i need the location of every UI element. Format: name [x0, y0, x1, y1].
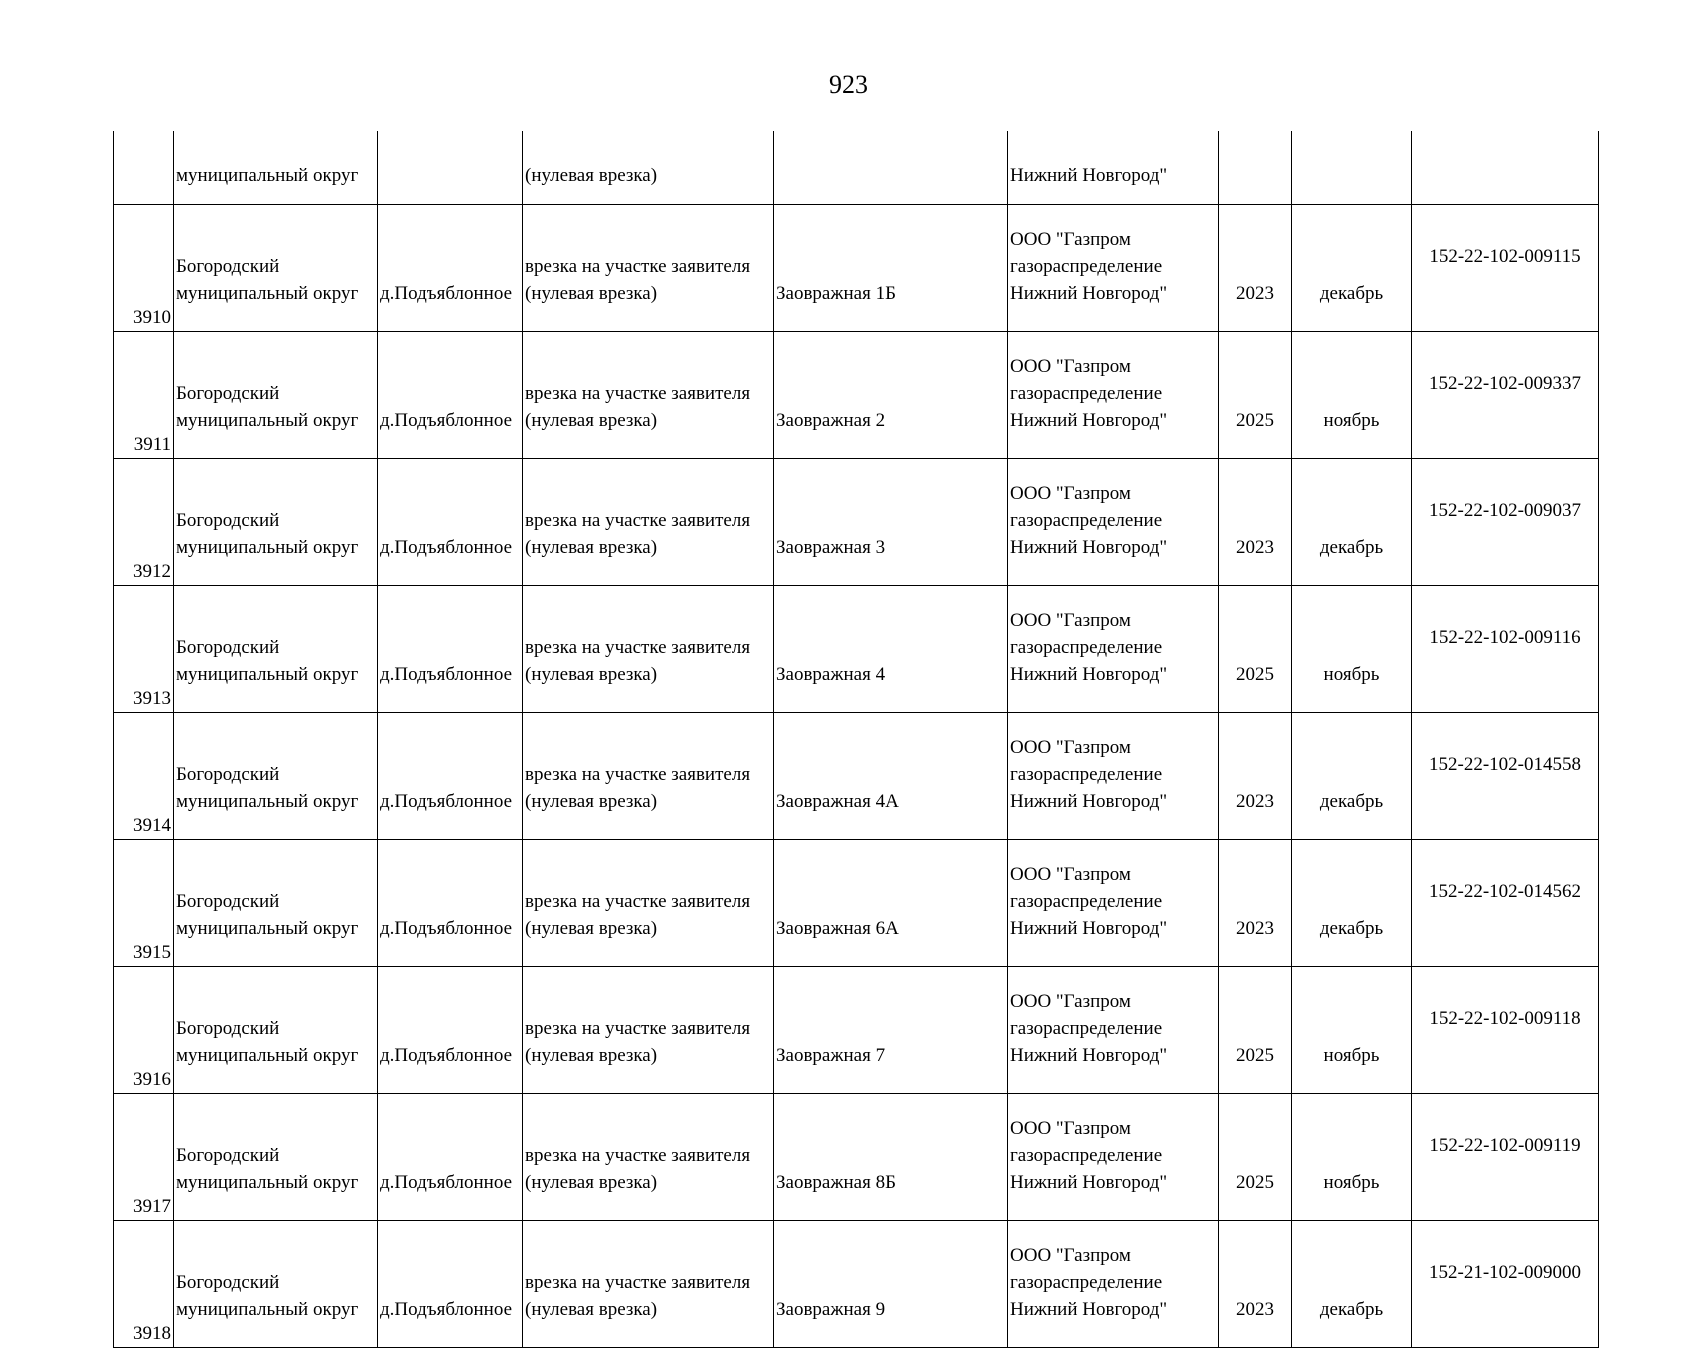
cell-num: 3911	[114, 332, 174, 459]
cell-year: 2025	[1219, 332, 1292, 459]
cell-connection	[523, 967, 774, 1094]
cell-code: 152-22-102-014558	[1412, 713, 1599, 840]
district-line: Богородский	[176, 1018, 280, 1039]
cell-month: декабрь	[1292, 205, 1412, 332]
cell-org	[1008, 586, 1219, 713]
district-line: Богородский	[176, 637, 280, 658]
district-line: Богородский	[176, 383, 280, 404]
cell-settlement: д.Подъяблонное	[378, 840, 523, 967]
cell-num: 3917	[114, 1094, 174, 1221]
cell-month: декабрь	[1292, 1221, 1412, 1348]
table-row	[114, 459, 1599, 586]
cell-district	[174, 459, 378, 586]
district-line: Богородский	[176, 256, 280, 277]
cell-street: Заовражная 9	[774, 1221, 1008, 1348]
table-row	[114, 713, 1599, 840]
table-row	[114, 332, 1599, 459]
cell-settlement: д.Подъяблонное	[378, 1094, 523, 1221]
cell-settlement: д.Подъяблонное	[378, 586, 523, 713]
district-line: Богородский	[176, 891, 280, 912]
cell-street: Заовражная 4А	[774, 713, 1008, 840]
cell-district	[174, 840, 378, 967]
cell-connection	[523, 459, 774, 586]
cell-connection	[523, 332, 774, 459]
connection-line: (нулевая врезка)	[525, 410, 658, 431]
connection-line: (нулевая врезка)	[525, 918, 658, 939]
org-line: ООО "Газпром	[1010, 737, 1131, 758]
cell-year: 2025	[1219, 967, 1292, 1094]
org-line: ООО "Газпром	[1010, 864, 1131, 885]
cell-month: декабрь	[1292, 840, 1412, 967]
connection-line: врезка на участке заявителя	[525, 891, 751, 912]
cell-street: Заовражная 4	[774, 586, 1008, 713]
cell-connection	[523, 1221, 774, 1348]
cell-num: 3912	[114, 459, 174, 586]
cell-code: 152-22-102-009037	[1412, 459, 1599, 586]
cell-org	[1008, 1221, 1219, 1348]
org-line: газораспределение	[1010, 764, 1163, 785]
cell-code: 152-22-102-009119	[1412, 1094, 1599, 1221]
page-number: 923	[829, 70, 868, 99]
org-line: ООО "Газпром	[1010, 1245, 1131, 1266]
cell-street: Заовражная 3	[774, 459, 1008, 586]
cell-street: Заовражная 6А	[774, 840, 1008, 967]
cell-month	[1292, 131, 1412, 205]
cell-num	[114, 131, 174, 205]
cell-settlement: д.Подъяблонное	[378, 332, 523, 459]
cell-month: ноябрь	[1292, 967, 1412, 1094]
connection-line: (нулевая врезка)	[525, 1045, 658, 1066]
cell-year: 2023	[1219, 205, 1292, 332]
district-line: муниципальный округ	[176, 1299, 359, 1320]
continuation-row	[114, 131, 1599, 205]
cell-settlement	[378, 131, 523, 205]
cell-month: ноябрь	[1292, 1094, 1412, 1221]
cell-year: 2023	[1219, 840, 1292, 967]
connection-line: врезка на участке заявителя	[525, 1018, 751, 1039]
connection-line: (нулевая врезка)	[525, 664, 658, 685]
org-line: газораспределение	[1010, 383, 1163, 404]
org-line: Нижний Новгород"	[1010, 918, 1168, 939]
org-line: газораспределение	[1010, 637, 1163, 658]
org-line: газораспределение	[1010, 1145, 1163, 1166]
cell-org	[1008, 1094, 1219, 1221]
cell-district	[174, 1094, 378, 1221]
connection-line: врезка на участке заявителя	[525, 256, 751, 277]
cell-org	[1008, 713, 1219, 840]
connection-line: врезка на участке заявителя	[525, 1145, 751, 1166]
cell-code: 152-21-102-009000	[1412, 1221, 1599, 1348]
cell-district	[174, 967, 378, 1094]
cell-org	[1008, 840, 1219, 967]
cell-code	[1412, 131, 1599, 205]
org-line: ООО "Газпром	[1010, 610, 1131, 631]
cell-street: Заовражная 7	[774, 967, 1008, 1094]
connection-line: (нулевая врезка)	[525, 1299, 658, 1320]
org-line: газораспределение	[1010, 256, 1163, 277]
cell-settlement: д.Подъяблонное	[378, 967, 523, 1094]
connection-line: (нулевая врезка)	[525, 1172, 658, 1193]
cell-connection	[523, 1094, 774, 1221]
org-line: Нижний Новгород"	[1010, 283, 1168, 304]
cell-month: декабрь	[1292, 459, 1412, 586]
gas-connection-table	[113, 131, 1599, 1348]
district-line: Богородский	[176, 1272, 280, 1293]
cell-code: 152-22-102-009116	[1412, 586, 1599, 713]
table-row	[114, 1221, 1599, 1348]
cell-district: муниципальный округ	[174, 131, 378, 205]
cell-month: декабрь	[1292, 713, 1412, 840]
connection-line: врезка на участке заявителя	[525, 637, 751, 658]
org-line: Нижний Новгород"	[1010, 1299, 1168, 1320]
district-line: муниципальный округ	[176, 537, 359, 558]
cell-org	[1008, 205, 1219, 332]
district-line: муниципальный округ	[176, 918, 359, 939]
cell-num: 3915	[114, 840, 174, 967]
cell-street	[774, 131, 1008, 205]
cell-year: 2025	[1219, 1094, 1292, 1221]
district-line: муниципальный округ	[176, 410, 359, 431]
org-line: газораспределение	[1010, 1272, 1163, 1293]
cell-settlement: д.Подъяблонное	[378, 713, 523, 840]
cell-code: 152-22-102-009115	[1412, 205, 1599, 332]
table-row	[114, 205, 1599, 332]
org-line: газораспределение	[1010, 510, 1163, 531]
cell-org	[1008, 967, 1219, 1094]
org-line: Нижний Новгород"	[1010, 664, 1168, 685]
connection-line: врезка на участке заявителя	[525, 510, 751, 531]
connection-line: (нулевая врезка)	[525, 537, 658, 558]
connection-line: (нулевая врезка)	[525, 283, 658, 304]
cell-num: 3918	[114, 1221, 174, 1348]
org-line: ООО "Газпром	[1010, 356, 1131, 377]
connection-line: врезка на участке заявителя	[525, 383, 751, 404]
org-line: ООО "Газпром	[1010, 1118, 1131, 1139]
cell-num: 3910	[114, 205, 174, 332]
cell-code: 152-22-102-009118	[1412, 967, 1599, 1094]
cell-org	[1008, 332, 1219, 459]
cell-street: Заовражная 1Б	[774, 205, 1008, 332]
org-line: Нижний Новгород"	[1010, 410, 1168, 431]
cell-connection	[523, 840, 774, 967]
cell-street: Заовражная 2	[774, 332, 1008, 459]
cell-num: 3913	[114, 586, 174, 713]
cell-connection	[523, 586, 774, 713]
cell-code: 152-22-102-014562	[1412, 840, 1599, 967]
org-line: Нижний Новгород"	[1010, 537, 1168, 558]
cell-month: ноябрь	[1292, 332, 1412, 459]
table-row	[114, 1094, 1599, 1221]
connection-line: (нулевая врезка)	[525, 791, 658, 812]
cell-settlement: д.Подъяблонное	[378, 459, 523, 586]
org-line: Нижний Новгород"	[1010, 1172, 1168, 1193]
cell-year: 2023	[1219, 713, 1292, 840]
cell-connection	[523, 713, 774, 840]
table-row	[114, 586, 1599, 713]
connection-line: врезка на участке заявителя	[525, 764, 751, 785]
district-line: Богородский	[176, 510, 280, 531]
cell-code: 152-22-102-009337	[1412, 332, 1599, 459]
district-line: Богородский	[176, 1145, 280, 1166]
cell-year: 2023	[1219, 459, 1292, 586]
district-line: муниципальный округ	[176, 664, 359, 685]
cell-num: 3916	[114, 967, 174, 1094]
table-row	[114, 840, 1599, 967]
org-line: ООО "Газпром	[1010, 483, 1131, 504]
cell-settlement: д.Подъяблонное	[378, 205, 523, 332]
cell-year: 2023	[1219, 1221, 1292, 1348]
cell-district	[174, 586, 378, 713]
table-row	[114, 967, 1599, 1094]
district-line: муниципальный округ	[176, 283, 359, 304]
district-line: муниципальный округ	[176, 1045, 359, 1066]
cell-connection: (нулевая врезка)	[523, 131, 774, 205]
cell-month: ноябрь	[1292, 586, 1412, 713]
org-line: Нижний Новгород"	[1010, 1045, 1168, 1066]
cell-street: Заовражная 8Б	[774, 1094, 1008, 1221]
cell-org	[1008, 459, 1219, 586]
cell-district	[174, 205, 378, 332]
org-line: газораспределение	[1010, 1018, 1163, 1039]
cell-num: 3914	[114, 713, 174, 840]
cell-district	[174, 713, 378, 840]
org-line: ООО "Газпром	[1010, 229, 1131, 250]
org-line: ООО "Газпром	[1010, 991, 1131, 1012]
connection-line: врезка на участке заявителя	[525, 1272, 751, 1293]
cell-settlement: д.Подъяблонное	[378, 1221, 523, 1348]
cell-connection	[523, 205, 774, 332]
org-line: Нижний Новгород"	[1010, 791, 1168, 812]
cell-district	[174, 332, 378, 459]
cell-district	[174, 1221, 378, 1348]
cell-year: 2025	[1219, 586, 1292, 713]
cell-org: Нижний Новгород"	[1008, 131, 1219, 205]
district-line: муниципальный округ	[176, 791, 359, 812]
district-line: муниципальный округ	[176, 1172, 359, 1193]
cell-year	[1219, 131, 1292, 205]
org-line: газораспределение	[1010, 891, 1163, 912]
district-line: Богородский	[176, 764, 280, 785]
